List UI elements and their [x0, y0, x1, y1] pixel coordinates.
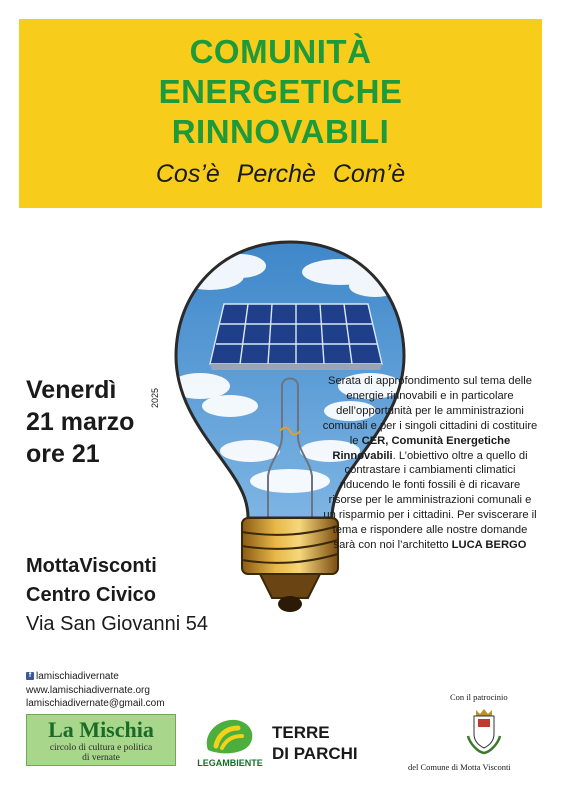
mischia-tagline-1: circolo di cultura e politica	[49, 743, 153, 753]
legambiente-logo	[192, 714, 268, 770]
venue-block	[26, 552, 208, 639]
description-intro: Serata di approfondimento sul tema delle energie rinnovabili e in particolare dell’opportunità per le amministrazioni comunali e per i singoli cittadini di costituire le	[322, 375, 538, 447]
venue-address: Via San Giovanni 54	[26, 613, 208, 635]
patronage-municipality: del Comune di Motta Visconti	[408, 762, 511, 772]
title-banner	[19, 19, 542, 208]
website-link[interactable]: www.lamischiadivernate.org	[26, 684, 150, 696]
terre-line-1: TERRE	[272, 723, 330, 742]
terre-di-parchi	[272, 722, 358, 764]
email-link[interactable]: lamischiadivernate@gmail.com	[26, 698, 165, 709]
venue-place: Centro Civico	[26, 584, 157, 606]
mischia-tagline-2: di vernate	[82, 753, 120, 763]
event-date: 21 marzo	[26, 408, 135, 436]
title-line-1: COMUNITÀ	[189, 33, 372, 70]
swan-leaf-icon	[192, 714, 268, 758]
title-line-2: ENERGETICHE	[158, 73, 403, 110]
title-line-3: RINNOVABILI	[171, 113, 390, 150]
event-year: 2025	[150, 387, 160, 408]
patronage-label: Con il patrocinio	[450, 692, 508, 702]
event-day: Venerdì	[26, 376, 117, 404]
legambiente-label: LEGAMBIENTE	[197, 758, 263, 768]
mischia-tagline	[27, 743, 175, 763]
contacts-block	[26, 670, 165, 711]
motta-visconti-crest	[464, 706, 504, 756]
municipal-crest-icon	[464, 706, 504, 756]
description-highlight: CER, Comunità Energetiche Rinnovabili	[332, 434, 511, 462]
facebook-icon: f	[26, 672, 34, 680]
facebook-handle: lamischiadivernate	[36, 671, 119, 682]
subtitle: Cos’è Perchè Com’è	[155, 160, 406, 188]
event-time: ore 21	[26, 440, 100, 468]
event-date-block	[26, 374, 134, 470]
mischia-name: La Mischia	[48, 717, 154, 742]
facebook-contact[interactable]	[26, 670, 165, 684]
venue-town: MottaVisconti	[26, 555, 157, 577]
description-body: . L’obiettivo oltre a quello di contrastare i cambiamenti climatici riducendo le fonti fossili è di ricavare risorse per le amministrazioni comunali e un risparmio per i cittadini. Per sviscerare il tema e rispondere alle nostre domande sarà con noi l’architetto	[323, 449, 537, 551]
la-mischia-logo	[26, 714, 176, 766]
terre-line-2: DI PARCHI	[272, 744, 358, 763]
event-description	[322, 374, 538, 553]
speaker-name: LUCA BERGO	[451, 538, 527, 551]
